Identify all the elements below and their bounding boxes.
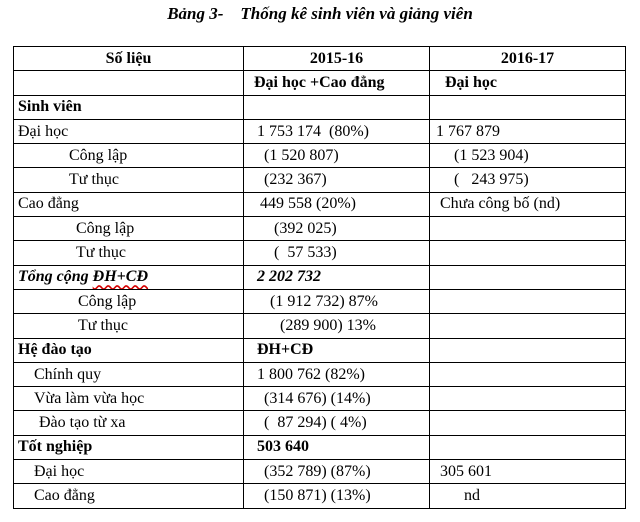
table-row: [14, 95, 626, 119]
row-value: ĐH+CĐ: [244, 338, 430, 362]
header-cell: 2016-17: [430, 47, 626, 71]
row-value: 503 640: [244, 435, 430, 459]
row-label: Tổng cộng ĐH+CĐ: [14, 265, 244, 289]
caption-title: Thống kê sinh viên và giảng viên: [240, 4, 473, 23]
row-label: Đại học: [14, 460, 244, 484]
row-value: 305 601: [430, 460, 626, 484]
row-value: (232 367): [244, 168, 430, 192]
table-row: [14, 338, 626, 362]
statistics-table: [13, 46, 626, 509]
row-label: Cao đẳng: [14, 192, 244, 216]
table-row: [14, 168, 626, 192]
row-label: Tư thục: [14, 168, 244, 192]
table-row: [14, 435, 626, 459]
row-value: [430, 217, 626, 241]
row-label: Công lập: [14, 217, 244, 241]
row-label: Cao đẳng: [14, 484, 244, 508]
row-label: Vừa làm vừa học: [14, 387, 244, 411]
row-value: 1 767 879: [430, 119, 626, 143]
row-value: [430, 95, 626, 119]
row-value: (314 676) (14%): [244, 387, 430, 411]
table-row: [14, 119, 626, 143]
row-value: [430, 387, 626, 411]
table-row: [14, 460, 626, 484]
subheader-cell: [14, 71, 244, 95]
table-row: [14, 411, 626, 435]
table-row: [14, 265, 626, 289]
row-value: [244, 95, 430, 119]
table-row: [14, 314, 626, 338]
row-value: [430, 338, 626, 362]
table-row: [14, 144, 626, 168]
row-label: Công lập: [14, 289, 244, 313]
row-label: Tốt nghiệp: [14, 435, 244, 459]
table-row: [14, 387, 626, 411]
row-value: 2 202 732: [244, 265, 430, 289]
subheader-cell: Đại học: [430, 71, 626, 95]
row-value: (1 523 904): [430, 144, 626, 168]
row-value: (289 900) 13%: [244, 314, 430, 338]
row-value: 449 558 (20%): [244, 192, 430, 216]
row-value: [430, 241, 626, 265]
row-label: Công lập: [14, 144, 244, 168]
row-value: [430, 265, 626, 289]
row-value: Chưa công bố (nd): [430, 192, 626, 216]
subheader-cell: Đại học +Cao đẳng: [244, 71, 430, 95]
table-row: [14, 289, 626, 313]
row-value: (392 025): [244, 217, 430, 241]
row-label: Đại học: [14, 119, 244, 143]
row-value: (1 520 807): [244, 144, 430, 168]
row-value: [430, 314, 626, 338]
row-label: Sinh viên: [14, 95, 244, 119]
row-label: Tư thục: [14, 314, 244, 338]
row-label: Tư thục: [14, 241, 244, 265]
header-row: [14, 47, 626, 71]
row-value: 1 753 174 (80%): [244, 119, 430, 143]
table-row: [14, 484, 626, 508]
table-caption: [0, 4, 640, 24]
row-value: (352 789) (87%): [244, 460, 430, 484]
header-cell: 2015-16: [244, 47, 430, 71]
table-row: [14, 241, 626, 265]
row-value: (150 871) (13%): [244, 484, 430, 508]
table-row: [14, 192, 626, 216]
row-value: [430, 435, 626, 459]
row-value: nd: [430, 484, 626, 508]
row-value: ( 57 533): [244, 241, 430, 265]
row-label: Hệ đào tạo: [14, 338, 244, 362]
row-value: [430, 411, 626, 435]
subheader-row: [14, 71, 626, 95]
row-value: (1 912 732) 87%: [244, 289, 430, 313]
row-value: [430, 362, 626, 386]
table-row: [14, 362, 626, 386]
row-label: Chính quy: [14, 362, 244, 386]
row-value: ( 243 975): [430, 168, 626, 192]
caption-number: Bảng 3-: [167, 4, 224, 23]
row-value: 1 800 762 (82%): [244, 362, 430, 386]
row-value: [430, 289, 626, 313]
row-label: Đào tạo từ xa: [14, 411, 244, 435]
table-row: [14, 217, 626, 241]
row-value: ( 87 294) ( 4%): [244, 411, 430, 435]
header-cell: Số liệu: [14, 47, 244, 71]
